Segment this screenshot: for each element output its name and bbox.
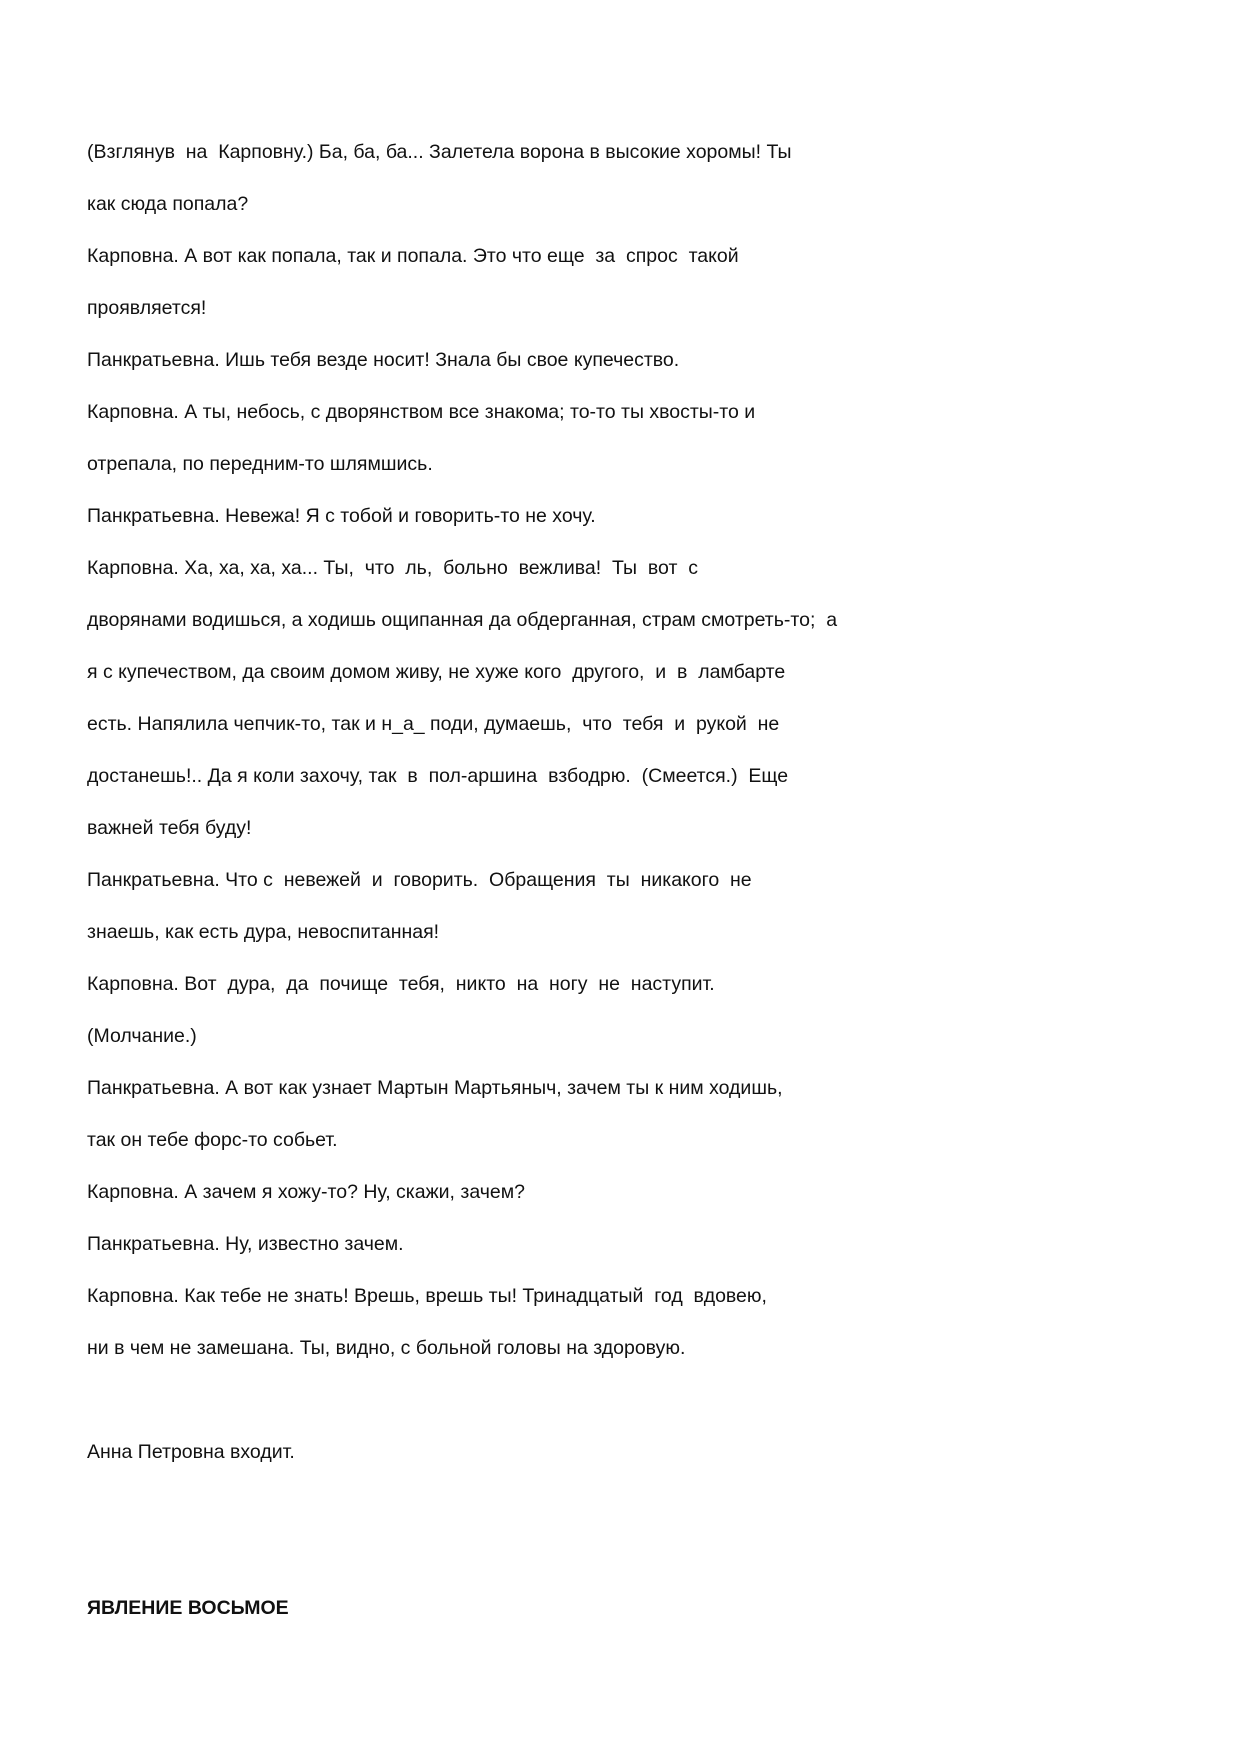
scene-heading: ЯВЛЕНИЕ ВОСЬМОЕ	[87, 1597, 289, 1619]
text-line: Карповна. Вот дура, да почище тебя, никто на ногу не наступит.	[87, 973, 715, 995]
text-line: Карповна. Ха, ха, ха, ха... Ты, что ль, больно вежлива! Ты вот с	[87, 557, 698, 579]
text-line: отрепала, по передним-то шлямшись.	[87, 453, 433, 475]
text-line: знаешь, как есть дура, невоспитанная!	[87, 921, 440, 943]
text-line: (Взглянув на Карповну.) Ба, ба, ба... Залетела ворона в высокие хоромы! Ты	[87, 141, 792, 163]
text-line: Панкратьевна. А вот как узнает Мартын Мартьяныч, зачем ты к ним ходишь,	[87, 1077, 783, 1099]
text-line: проявляется!	[87, 297, 207, 319]
text-line: (Молчание.)	[87, 1025, 197, 1047]
text-line: достанешь!.. Да я коли захочу, так в пол-аршина взбодрю. (Смеется.) Еще	[87, 765, 789, 787]
text-line: Панкратьевна. Ну, известно зачем.	[87, 1233, 404, 1255]
text-line: есть. Напялила чепчик-то, так и н_а_ поди, думаешь, что тебя и рукой не	[87, 713, 780, 735]
text-line: Карповна. А ты, небось, с дворянством все знакома; то-то ты хвосты-то и	[87, 401, 756, 423]
text-line: так он тебе форс-то собьет.	[87, 1129, 338, 1151]
text-line: я с купечеством, да своим домом живу, не хуже кого другого, и в ламбарте	[87, 661, 786, 683]
text-line: Карповна. Как тебе не знать! Врешь, врешь ты! Тринадцатый год вдовею,	[87, 1285, 767, 1307]
text-line: Панкратьевна. Что с невежей и говорить. Обращения ты никакого не	[87, 869, 752, 891]
text-line: Панкратьевна. Невежа! Я с тобой и говорить-то не хочу.	[87, 505, 596, 527]
text-line: важней тебя буду!	[87, 817, 252, 839]
text-line: ни в чем не замешана. Ты, видно, с больной головы на здоровую.	[87, 1337, 686, 1359]
text-line: как сюда попала?	[87, 193, 249, 215]
text-line: дворянами водишься, а ходишь ощипанная да обдерганная, страм смотреть-то; а	[87, 609, 838, 631]
text-line: Карповна. А зачем я хожу-то? Ну, скажи, зачем?	[87, 1181, 525, 1203]
text-line: Карповна. А вот как попала, так и попала. Это что еще за спрос такой	[87, 245, 739, 267]
text-line: Панкратьевна. Ишь тебя везде носит! Знала бы свое купечество.	[87, 349, 680, 371]
stage-direction: Анна Петровна входит.	[87, 1441, 295, 1463]
